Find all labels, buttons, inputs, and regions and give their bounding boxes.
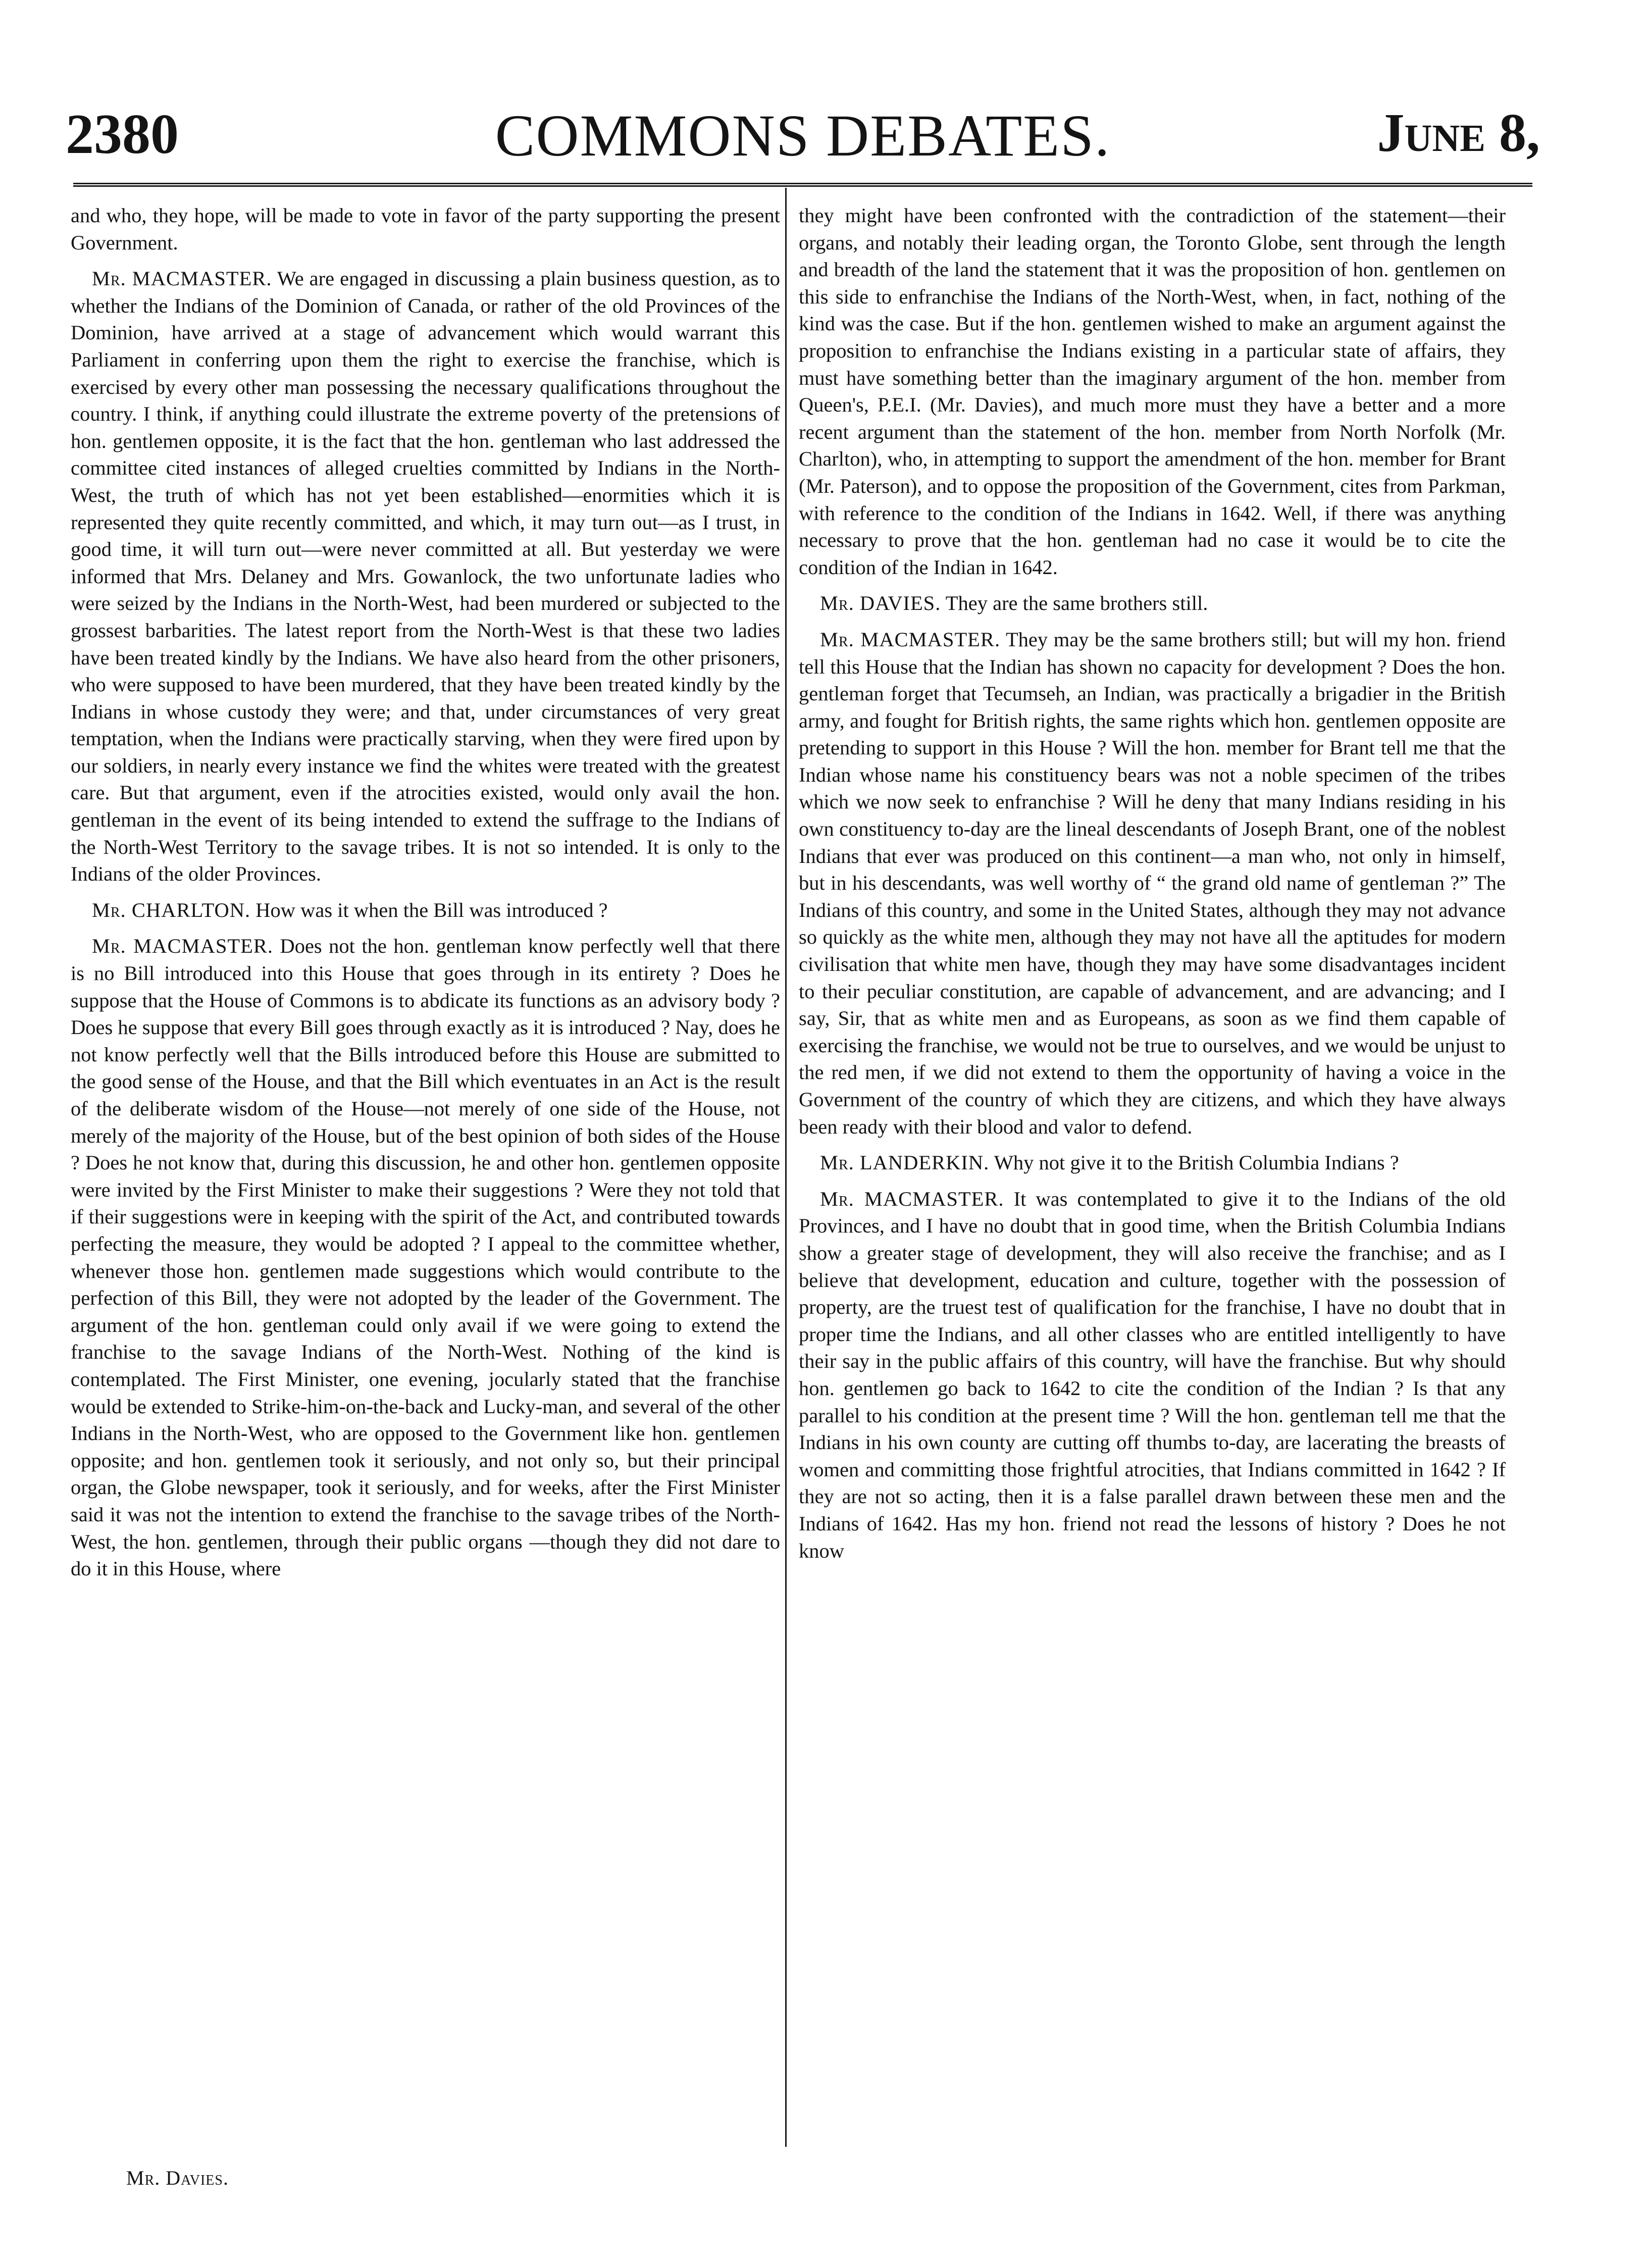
speaker-name: Mr. MACMASTER. bbox=[820, 1187, 1004, 1210]
catchword: Mr. Davies. bbox=[126, 2167, 229, 2189]
paragraph-text: Does not the hon. gentleman know perfectly well that there is no Bill introduced into this House that goes through in its entirety ? Does he suppose that the House of Commons is to abdicate its functions as an advisory body ? Does he suppose that every Bill goes through exactly as it is introduced ? Nay, does he not know perfectly well that the Bills introduced before this House are submitted to the good sense of the House, and that the Bill which eventuates in an Act is the result of the deliberate wisdom of the House—not merely of one side of the House, not merely of the majority of the House, but of the best opinion of both sides of the House ? Does he not know that, during this discussion, he and other hon. gentlemen opposite were invited by the First Minister to make their suggestions ? Were they not told that if their suggestions were in keeping with the spirit of the Act, and contributed towards perfecting the measure, they would be adopted ? I appeal to the committee whether, whenever those hon. gentlemen made suggestions which would contribute to the perfection of this Bill, they were not adopted by the leader of the Government. The argument of the hon. gentleman could only avail if we were going to extend the franchise to the savage Indians of the North-West. Nothing of the kind is contemplated. The First Minister, one evening, jocularly stated that the franchise would be extended to Strike-him-on-the-back and Lucky-man, and several of the other Indians in the North-West, who are opposed to the Government like hon. gentlemen opposite; and hon. gentlemen took it seriously, and not only so, but their principal organ, the Globe newspaper, took it seriously, and for weeks, after the First Minister said it was not the intention to extend the franchise to the savage tribes of the North-West, the hon. gentlemen, through their public organs —though they did not dare to do it in this House, where bbox=[71, 935, 780, 1580]
paragraph bbox=[799, 202, 1506, 581]
column-divider bbox=[785, 188, 787, 2147]
paragraph bbox=[71, 933, 780, 1582]
paragraph bbox=[799, 590, 1506, 617]
paragraph-text: they might have been confronted with the contradiction of the statement—their organs, and notably their leading organ, the Toronto Globe, sent through the length and breadth of the land the statement that it was the proposition of hon. gentlemen on this side to enfranchise the Indians of the North-West, when, in fact, nothing of the kind was the case. But if the hon. gentlemen wished to make an argument against the proposition to enfranchise the Indians existing in a particular state of affairs, they must have something better than the imaginary argument of the hon. member from Queen's, P.E.I. (Mr. Davies), and much more must they have a better and a more recent argument than the statement of the hon. member from North Norfolk (Mr. Charlton), who, in attempting to support the amendment of the hon. member for Brant (Mr. Paterson), and to oppose the proposition of the Government, cites from Parkman, with reference to the condition of the Indians in 1642. Well, if there was anything necessary to prove that the hon. gentleman had no case it would be to cite the condition of the Indian in 1642. bbox=[799, 204, 1506, 579]
paragraph bbox=[71, 202, 780, 256]
page-header bbox=[66, 102, 1540, 182]
page-title: COMMONS DEBATES. bbox=[495, 102, 1111, 169]
paragraph-text: We are engaged in discussing a plain business question, as to whether the Indians of the Dominion of Canada, or rather of the old Provinces of the Dominion, have arrived at a stage of advancement which would warrant this Parliament in conferring upon them the right to exercise the franchise, which is exercised by every other man possessing the necessary qualifications throughout the country. I think, if anything could illustrate the extreme poverty of the pretensions of hon. gentlemen opposite, it is the fact that the hon. gentleman who last addressed the committee cited instances of alleged cruelties committed by Indians in the North-West, the truth of which has not yet been established—enormities which it is represented they quite recently committed, and which, it may turn out—as I trust, in good time, it will turn out—were never committed at all. But yesterday we were informed that Mrs. Delaney and Mrs. Gowanlock, the two unfortunate ladies who were seized by the Indians in the North-West, had been murdered or subjected to the grossest barbarities. The latest report from the North-West is that these two ladies have been treated kindly by the Indians. We have also heard from the other prisoners, who were supposed to have been murdered, that they have been treated kindly by the Indians in whose custody they were; and that, under circumstances of very great temptation, when the Indians were practically starving, when they were fired upon by our soldiers, in nearly every instance we find the whites were treated with the greatest care. But that argument, even if the atrocities existed, would only avail the hon. gentleman in the event of its being intended to extend the suffrage to the Indians of the North-West Territory to the savage tribes. It is not so intended. It is only to the Indians of the older Provinces. bbox=[71, 267, 780, 886]
paragraph-text: It was contemplated to give it to the Indians of the old Provinces, and I have no doubt that in good time, when the British Columbia Indians show a greater stage of development, they will also receive the franchise; and as I believe that development, education and culture, together with the possession of property, are the truest test of qualification for the franchise, I have no doubt that in proper time the Indians, and all other classes who are entitled intelligently to have their say in the public affairs of this country, will have the franchise. But why should hon. gentlemen go back to 1642 to cite the condition of the Indian ? Is that any parallel to his condition at the present time ? Will the hon. gentleman tell me that the Indians in his own county are cutting off thumbs to-day, are lacerating the breasts of women and committing those frightful atrocities, that Indians committed in 1642 ? If they are not so acting, then it is a false parallel drawn between these men and the Indians of 1642. Has my hon. friend not read the lessons of history ? Does he not know bbox=[799, 1187, 1506, 1562]
right-column bbox=[799, 202, 1506, 2161]
paragraph bbox=[71, 897, 780, 924]
paragraph-text: and who, they hope, will be made to vote in favor of the party supporting the present Government. bbox=[71, 204, 780, 254]
paragraph-text: Why not give it to the British Columbia Indians ? bbox=[994, 1151, 1399, 1174]
speaker-name: Mr. MACMASTER. bbox=[820, 628, 1001, 651]
paragraph bbox=[799, 1185, 1506, 1564]
speaker-name: Mr. MACMASTER. bbox=[92, 267, 272, 290]
paragraph-text: They may be the same brothers still; but will my hon. friend tell this House that the Indian has shown no capacity for development ? Does the hon. gentleman forget that Tecumseh, an Indian, was practically a brigadier in the British army, and fought for British rights, the same rights which hon. gentlemen opposite are pretending to support in this House ? Will the hon. member for Brant tell me that the Indian whose name his constituency bears was not a noble specimen of the tribes which we now seek to enfranchise ? Will he deny that many Indians residing in his own constituency to-day are the lineal descendants of Joseph Brant, one of the noblest Indians that ever was produced on this continent—a man who, not only in himself, but in his descendants, was well worthy of “ the grand old name of gentleman ?” The Indians of this country, and some in the United States, although they may not advance so quickly as the white men, although they may not have all the aptitudes for modern civilisation that white men have, though they may have some disadvantages incident to their peculiar constitution, are capable of advancement, and are advancing; and I say, Sir, that as white men and as Europeans, as soon as we find them capable of exercising the franchise, we would not be true to ourselves, and we would be unjust to the red men, if we did not extend to them the opportunity of having a voice in the Government of the country of which they are citizens, and which they have always been ready with their blood and valor to defend. bbox=[799, 628, 1506, 1138]
paragraph bbox=[799, 626, 1506, 1140]
speaker-name: Mr. LANDERKIN. bbox=[820, 1151, 990, 1174]
speaker-name: Mr. DAVIES. bbox=[820, 592, 941, 615]
header-rule bbox=[73, 183, 1532, 187]
page-number: 2380 bbox=[66, 103, 179, 166]
speaker-name: Mr. CHARLTON. bbox=[92, 898, 251, 921]
paragraph-text: How was it when the Bill was introduced ? bbox=[255, 898, 608, 921]
paragraph bbox=[799, 1149, 1506, 1176]
left-column bbox=[71, 202, 780, 2161]
paragraph-text: They are the same brothers still. bbox=[945, 592, 1208, 615]
paragraph bbox=[71, 265, 780, 888]
speaker-name: Mr. MACMASTER. bbox=[92, 935, 273, 958]
page-date: June 8, bbox=[1377, 103, 1540, 163]
